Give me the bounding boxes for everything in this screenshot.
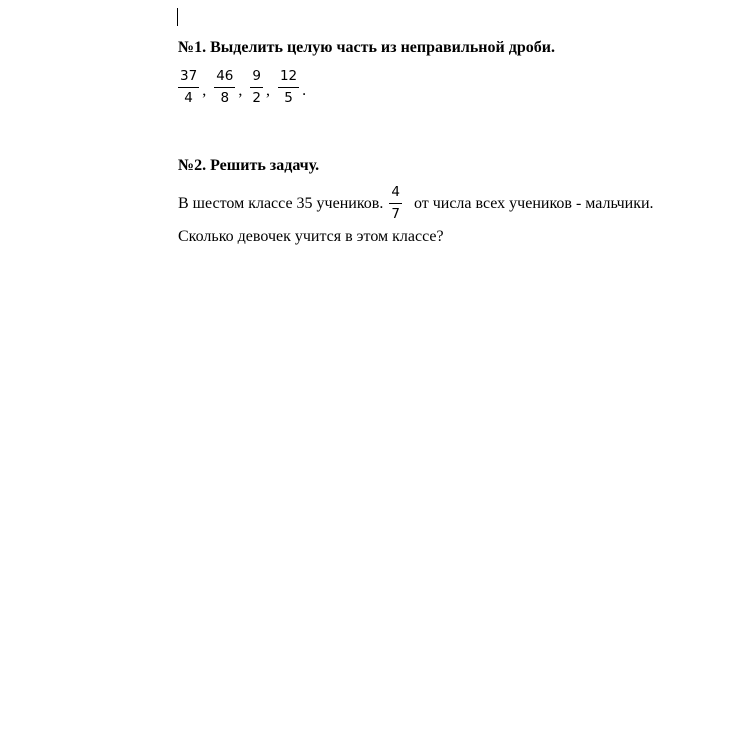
fraction-separator: . — [302, 82, 307, 99]
fraction — [178, 68, 199, 107]
task1-heading: №1. Выделить целую часть из неправильной дроби. — [178, 39, 555, 56]
fraction-separator: , — [202, 82, 207, 99]
fraction-numerator: 4 — [389, 184, 402, 204]
text-cursor — [177, 8, 178, 26]
fraction-numerator: 46 — [214, 68, 235, 88]
task2-question: Сколько девочек учится в этом классе? — [178, 228, 444, 245]
fraction-denominator: 2 — [252, 89, 261, 106]
fraction — [278, 68, 299, 107]
fraction-numerator: 12 — [278, 68, 299, 88]
fraction-numerator: 37 — [178, 68, 199, 88]
fraction-numerator: 9 — [250, 68, 263, 88]
fraction-list — [178, 66, 718, 108]
fraction — [389, 184, 402, 223]
task2-text-after: от числа всех учеников - мальчики. — [413, 194, 654, 212]
fraction-denominator: 7 — [391, 206, 400, 222]
fraction-denominator: 5 — [284, 89, 293, 106]
fraction-separator: , — [265, 82, 270, 99]
fraction — [214, 68, 235, 107]
task2-heading: №2. Решить задачу. — [178, 157, 320, 174]
fraction-denominator: 4 — [184, 89, 193, 106]
task2-text-before: В шестом классе 35 учеников. — [178, 194, 384, 212]
task2-problem-line — [178, 184, 718, 223]
document-body — [178, 38, 718, 247]
fraction-denominator: 8 — [220, 89, 230, 106]
fraction — [250, 68, 263, 107]
fraction-separator: , — [238, 82, 243, 99]
